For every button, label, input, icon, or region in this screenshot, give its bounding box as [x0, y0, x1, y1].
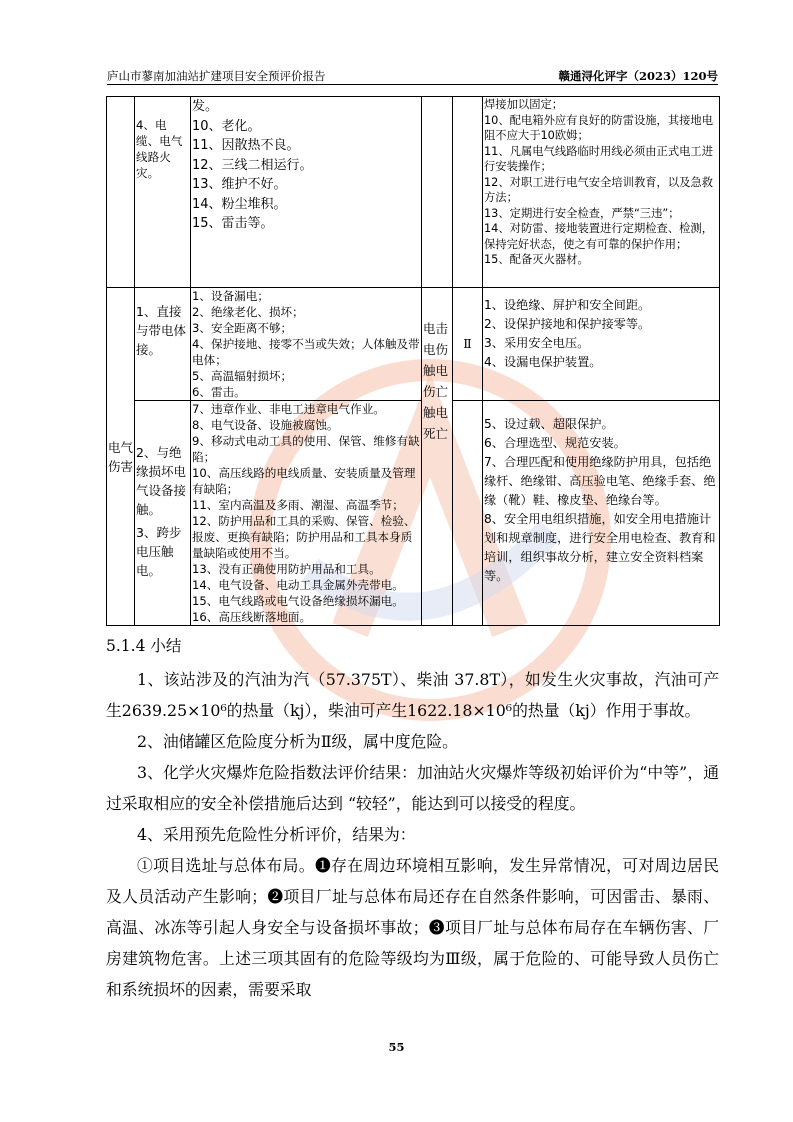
paragraph-text: 4、采用预先危险性分析评价，结果为： — [137, 825, 416, 844]
consequence-cell — [422, 288, 453, 626]
cause-item: 12、三线二相运行。 — [192, 157, 313, 173]
consequence-item: 电击 — [423, 321, 449, 336]
measure-item: 13、定期进行安全检查，严禁“三违”； — [484, 206, 680, 220]
measure-item: 11、凡属电气线路临时用线必须由正式电工进行安装操作； — [484, 144, 714, 173]
page-number: 55 — [388, 1040, 405, 1054]
measure-item: 3、采用安全电压。 — [484, 336, 590, 350]
measure-item: 7、合理匹配和使用绝缘防护用具，包括绝缘杆、绝缘钳、高压验电笔、绝缘手套、绝缘（靴）鞋、橡皮垫、绝缘台等。 — [484, 455, 716, 507]
cause-item: 3、安全距离不够； — [192, 321, 293, 335]
measures-cell — [483, 401, 720, 626]
paragraph — [106, 726, 719, 757]
table-row — [107, 288, 720, 401]
causes-cell — [191, 97, 422, 288]
paragraph — [106, 850, 719, 1005]
measure-item: 5、设过载、超限保护。 — [484, 417, 614, 431]
cause-item: 发。 — [192, 99, 219, 114]
cause-item: 12、防护用品和工具的采购、保管、检验、报废、更换有缺陷；防护用品和工具本身质量缺陷或使用不当。 — [192, 514, 416, 560]
section-heading: 5.1.4 小结 — [106, 637, 182, 655]
measure-item: 6、合理选型、规范安装。 — [484, 436, 626, 450]
cause-item: 14、粉尘堆积。 — [192, 196, 287, 212]
paragraph — [106, 664, 719, 726]
paragraph-text: 2、油储罐区危险度分析为Ⅱ级，属中度危险。 — [137, 732, 458, 751]
paragraph-text: 1、该站涉及的汽油为汽（57.375T）、柴油 37.8T），如发生火灾事故，汽油可产生2639.25×10⁶的热量（kj），柴油可产生1622.18×10⁶的热量（kj）作用于事故。 — [106, 670, 719, 720]
paragraph — [106, 819, 719, 850]
cause-item: 15、雷击等。 — [192, 216, 274, 231]
measure-item: 10、配电箱外应有良好的防雷设施，其接地电阻不应大于10欧姆； — [484, 113, 714, 142]
cause-item: 13、维护不好。 — [192, 177, 287, 192]
category-cell — [107, 97, 135, 288]
table-row — [107, 97, 720, 288]
cause-item: 16、高压线断落地面。 — [192, 610, 312, 624]
hazard-text: 2、与绝缘损坏电气设备接触。 — [136, 445, 187, 517]
hazard-analysis-table — [106, 96, 720, 626]
page-header — [107, 66, 718, 85]
measure-item: 8、安全用电组织措施，如安全用电措施计划和规章制度，进行安全用电检查、教育和培训，组织事故分析，建立安全资料档案等。 — [484, 512, 716, 583]
cause-item: 6、雷击。 — [192, 385, 246, 399]
hazard-text: 4、电缆、电气线路火灾。 — [136, 118, 183, 180]
measure-item: 1、设绝缘、屏护和安全间距。 — [484, 298, 651, 312]
report-title: 庐山市蓼南加油站扩建项目安全预评价报告 — [107, 69, 326, 83]
category-text: 电气伤害 — [108, 439, 134, 474]
consequence-item: 死亡 — [423, 426, 449, 441]
paragraph — [106, 757, 719, 819]
consequence-item: 触电 — [423, 363, 449, 378]
measure-item: 12、对职工进行电气安全培训教育，以及急救方法； — [484, 175, 714, 204]
paragraph-text: ①项目选址与总体布局。❶存在周边环境相互影响，发生异常情况，可对周边居民及人员活动产生影响；❷项目厂址与总体布局还存在自然条件影响，可因雷击、暴雨、高温、冰冻等引起人身安全与设备损坏事故；❸项目厂址与总体布局存在车辆伤害、厂房建筑物危害。上述三项其固有的危险等级均为Ⅲ级，属于危险的、可能导致人员伤亡和系统损坏的因素，需要采取 — [106, 856, 719, 999]
consequence-item: 电伤 — [423, 342, 449, 357]
cause-item: 15、电气线路或电气设备绝缘损坏漏电。 — [192, 594, 404, 608]
causes-cell — [191, 288, 422, 401]
risk-level: Ⅱ — [463, 336, 472, 351]
hazard-cell — [135, 97, 191, 288]
measures-cell — [483, 97, 720, 288]
hazard-text: 1、直接与带电体接。 — [136, 304, 187, 357]
hazard-text: 3、跨步电压触电。 — [136, 525, 182, 578]
cause-item: 1、设备漏电； — [192, 289, 269, 303]
consequence-item: 触电 — [423, 405, 449, 420]
measure-item: 焊接加以固定； — [484, 98, 564, 111]
measure-item: 14、对防雷、接地装置进行定期检查、检测，保持完好状态，使之有可靠的保护作用； — [484, 222, 714, 251]
paragraph-text: 3、化学火灾爆炸危险指数法评价结果：加油站火灾爆炸等级初始评价为“中等”，通过采取相应的安全补偿措施后达到 “较轻”，能达到可以接受的程度。 — [106, 763, 719, 813]
level-cell — [453, 401, 483, 626]
category-cell — [107, 288, 135, 626]
measure-item: 4、设漏电保护装置。 — [484, 355, 602, 369]
cause-item: 4、保护接地、接零不当或失效；人体触及带电体； — [192, 337, 420, 367]
hazard-cell — [135, 288, 191, 401]
causes-cell — [191, 401, 422, 626]
table-row — [107, 401, 720, 626]
cause-item: 9、移动式电动工具的使用、保管、维修有缺陷； — [192, 434, 420, 464]
measure-item: 2、设保护接地和保护接零等。 — [484, 317, 651, 331]
level-cell — [453, 288, 483, 401]
cause-item: 11、因散热不良。 — [192, 138, 300, 153]
consequence-cell — [422, 97, 453, 288]
hazard-cell — [135, 401, 191, 626]
measures-cell — [483, 288, 720, 401]
consequence-item: 伤亡 — [423, 384, 449, 399]
cause-item: 5、高温辐射损坏； — [192, 369, 293, 383]
cause-item: 14、电气设备、电动工具金属外壳带电。 — [192, 578, 404, 592]
report-number: 赣通浔化评字（2023）120号 — [558, 69, 718, 83]
cause-item: 7、违章作业、非电工违章电气作业。 — [192, 402, 385, 416]
level-cell — [453, 97, 483, 288]
cause-item: 10、老化。 — [192, 118, 261, 134]
cause-item: 11、室内高温及多雨、潮湿、高温季节； — [192, 498, 404, 512]
cause-item: 10、高压线路的电线质量、安装质量及管理有缺陷； — [192, 466, 416, 496]
measure-item: 15、配备灭火器材。 — [484, 253, 589, 266]
cause-item: 8、电气设备、设施被腐蚀。 — [192, 418, 339, 432]
cause-item: 2、绝缘老化、损坏； — [192, 305, 304, 319]
cause-item: 13、没有正确使用防护用品和工具。 — [192, 562, 381, 576]
